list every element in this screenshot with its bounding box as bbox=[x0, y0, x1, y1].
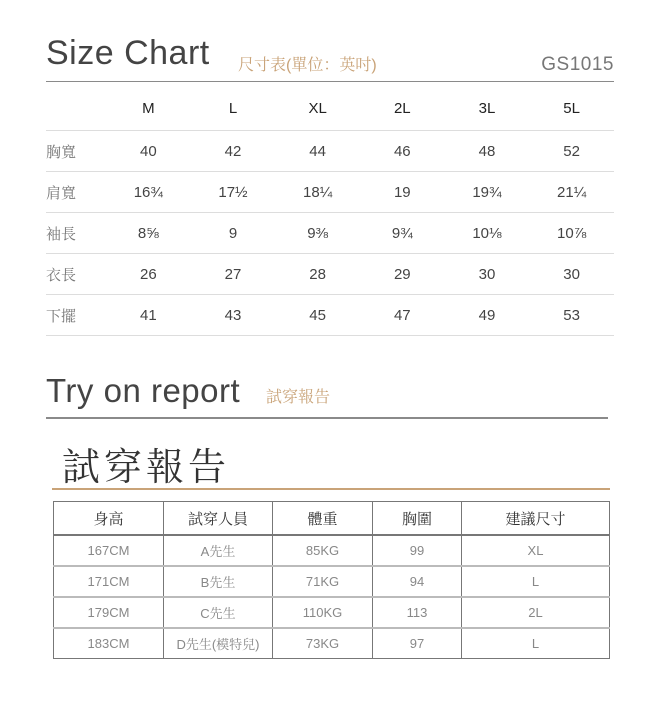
try-on-title: Try on report bbox=[46, 372, 241, 409]
product-code: GS1015 bbox=[541, 54, 614, 75]
try-on-divider bbox=[46, 417, 608, 419]
row-label: 胸寬 bbox=[46, 131, 106, 172]
size-cell: 8⅝ bbox=[106, 213, 191, 254]
size-cell: 18¼ bbox=[275, 172, 360, 213]
size-cell: 30 bbox=[445, 254, 530, 295]
size-header-cell: M bbox=[106, 86, 191, 131]
size-row-length bbox=[46, 254, 614, 295]
table-cell: 2L bbox=[462, 597, 610, 628]
table-cell: L bbox=[462, 628, 610, 659]
size-cell: 30 bbox=[529, 254, 614, 295]
try-on-heading-divider bbox=[52, 488, 610, 490]
size-cell: 29 bbox=[360, 254, 445, 295]
column-header: 試穿人員 bbox=[164, 502, 273, 536]
table-cell: 94 bbox=[373, 566, 462, 597]
column-header: 體重 bbox=[273, 502, 373, 536]
size-cell: 42 bbox=[191, 131, 276, 172]
row-label: 下擺 bbox=[46, 295, 106, 336]
size-cell: 26 bbox=[106, 254, 191, 295]
row-label: 衣長 bbox=[46, 254, 106, 295]
table-row bbox=[54, 535, 610, 566]
size-cell: 19¾ bbox=[445, 172, 530, 213]
size-cell: 10⅛ bbox=[445, 213, 530, 254]
size-cell: 47 bbox=[360, 295, 445, 336]
size-header-cell: 2L bbox=[360, 86, 445, 131]
size-cell: 17½ bbox=[191, 172, 276, 213]
size-cell: 28 bbox=[275, 254, 360, 295]
size-row-sleeve bbox=[46, 213, 614, 254]
size-cell: 16¾ bbox=[106, 172, 191, 213]
table-cell: 113 bbox=[373, 597, 462, 628]
size-cell: 9¾ bbox=[360, 213, 445, 254]
table-cell: 73KG bbox=[273, 628, 373, 659]
size-header-corner bbox=[46, 86, 106, 131]
table-cell: 99 bbox=[373, 535, 462, 566]
table-cell: 167CM bbox=[54, 535, 164, 566]
table-cell: A先生 bbox=[164, 535, 273, 566]
size-header-cell: XL bbox=[275, 86, 360, 131]
size-cell: 9⅜ bbox=[275, 213, 360, 254]
size-cell: 19 bbox=[360, 172, 445, 213]
size-row-shoulder bbox=[46, 172, 614, 213]
size-cell: 45 bbox=[275, 295, 360, 336]
size-cell: 49 bbox=[445, 295, 530, 336]
size-row-hem bbox=[46, 295, 614, 336]
table-cell: 97 bbox=[373, 628, 462, 659]
size-cell: 27 bbox=[191, 254, 276, 295]
size-cell: 21¼ bbox=[529, 172, 614, 213]
row-label: 袖長 bbox=[46, 213, 106, 254]
size-row-chest bbox=[46, 131, 614, 172]
column-header: 建議尺寸 bbox=[462, 502, 610, 536]
table-row bbox=[54, 597, 610, 628]
table-cell: B先生 bbox=[164, 566, 273, 597]
size-cell: 44 bbox=[275, 131, 360, 172]
try-on-heading: 試穿報告 bbox=[62, 447, 231, 489]
table-cell: D先生(模特兒) bbox=[164, 628, 273, 659]
try-on-subtitle: 試穿報告 bbox=[266, 389, 331, 406]
table-cell: XL bbox=[462, 535, 610, 566]
size-header-row bbox=[46, 86, 614, 131]
size-chart-divider bbox=[46, 81, 614, 82]
size-header-cell: 3L bbox=[445, 86, 530, 131]
size-cell: 10⅞ bbox=[529, 213, 614, 254]
size-cell: 43 bbox=[191, 295, 276, 336]
size-chart-title: Size Chart bbox=[46, 34, 210, 72]
table-cell: C先生 bbox=[164, 597, 273, 628]
size-header-cell: L bbox=[191, 86, 276, 131]
table-row bbox=[54, 566, 610, 597]
table-cell: 85KG bbox=[273, 535, 373, 566]
size-chart-subtitle: 尺寸表(單位：英吋) bbox=[238, 57, 377, 74]
table-cell: 183CM bbox=[54, 628, 164, 659]
table-cell: 71KG bbox=[273, 566, 373, 597]
size-cell: 48 bbox=[445, 131, 530, 172]
table-row bbox=[54, 628, 610, 659]
size-cell: 41 bbox=[106, 295, 191, 336]
size-cell: 46 bbox=[360, 131, 445, 172]
size-table bbox=[46, 86, 614, 336]
row-label: 肩寬 bbox=[46, 172, 106, 213]
size-header-cell: 5L bbox=[529, 86, 614, 131]
try-on-header-row bbox=[54, 502, 610, 536]
table-cell: L bbox=[462, 566, 610, 597]
size-cell: 40 bbox=[106, 131, 191, 172]
column-header: 身高 bbox=[54, 502, 164, 536]
size-cell: 9 bbox=[191, 213, 276, 254]
table-cell: 179CM bbox=[54, 597, 164, 628]
column-header: 胸圍 bbox=[373, 502, 462, 536]
table-cell: 171CM bbox=[54, 566, 164, 597]
size-cell: 52 bbox=[529, 131, 614, 172]
table-cell: 110KG bbox=[273, 597, 373, 628]
size-cell: 53 bbox=[529, 295, 614, 336]
try-on-table bbox=[53, 501, 610, 659]
